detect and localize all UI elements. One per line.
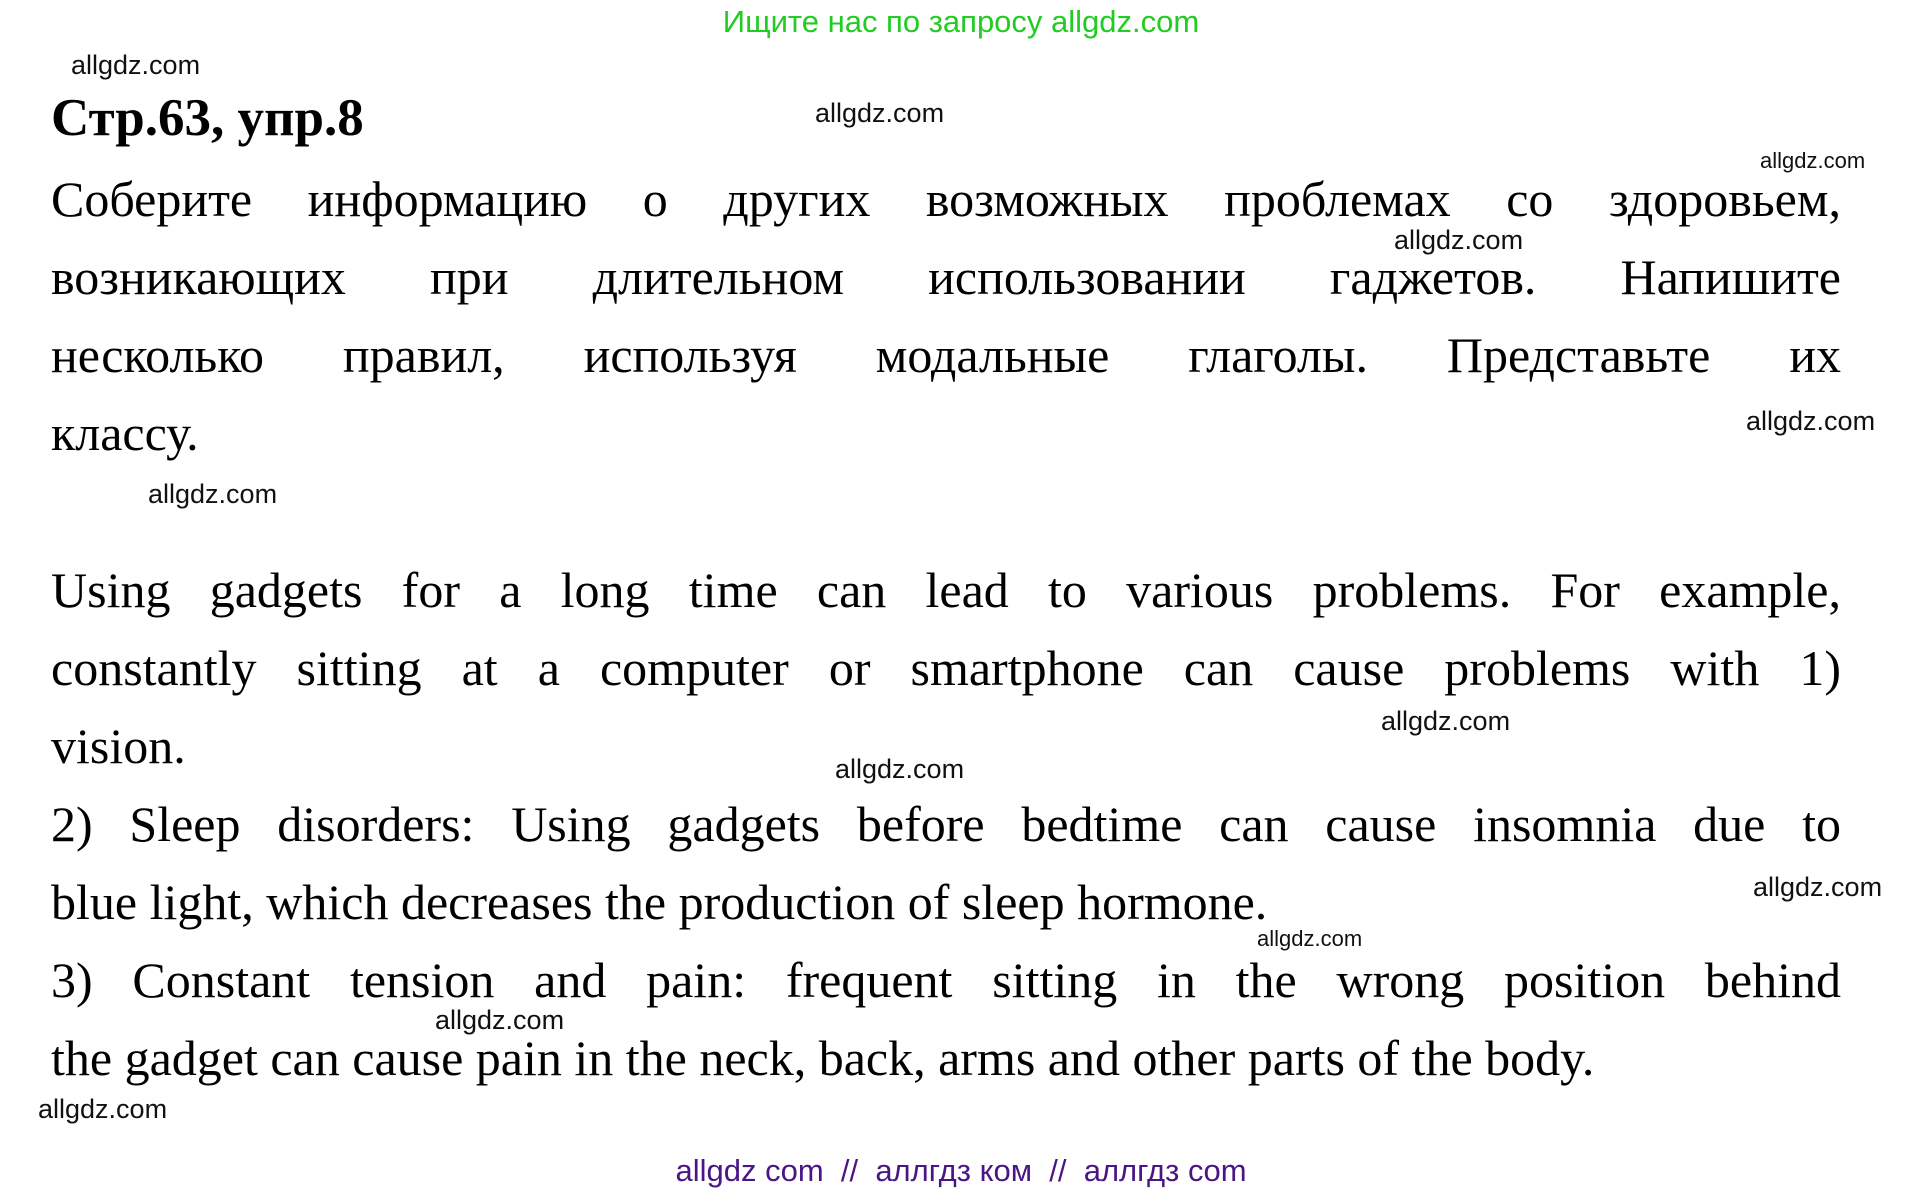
watermark: allgdz.com [1394,225,1524,255]
task-line: классу. [51,405,199,461]
bottom-banner: allgdz com // аллгдз ком // аллгдз com [675,1153,1247,1188]
answer-line: constantly sitting at a computer or smartphone can cause problems with 1) [51,640,1841,696]
watermark: allgdz.com [815,98,945,128]
watermark: allgdz.com [1760,148,1866,173]
answer-line: vision. [51,718,186,774]
answer-line: blue light, which decreases the production of sleep hormone. [51,874,1268,930]
task-line: Соберите информацию о других возможных проблемах со здоровьем, [51,171,1841,227]
watermark: allgdz.com [835,754,965,784]
watermark: allgdz.com [1753,872,1883,902]
watermark: allgdz.com [71,50,201,80]
watermark: allgdz.com [148,479,278,509]
watermark: allgdz.com [1257,926,1363,951]
watermark: allgdz.com [1381,706,1511,736]
answer-text [51,551,1841,1097]
task-line: возникающих при длительном использовании гаджетов. Напишите [51,249,1841,305]
task-line: несколько правил, используя модальные глаголы. Представьте их [51,327,1841,383]
watermark: allgdz.com [38,1094,168,1124]
watermark: allgdz.com [435,1005,565,1035]
watermark: allgdz.com [1746,406,1876,436]
top-banner: Ищите нас по запросу allgdz.com [722,4,1200,39]
exercise-title: Стр.63, упр.8 [51,89,364,147]
answer-line: 3) Constant tension and pain: frequent sitting in the wrong position behind [51,952,1841,1008]
task-text [51,160,1841,472]
answer-line: Using gadgets for a long time can lead to various problems. For example, [51,562,1841,618]
answer-line: the gadget can cause pain in the neck, back, arms and other parts of the body. [51,1030,1595,1086]
answer-line: 2) Sleep disorders: Using gadgets before bedtime can cause insomnia due to [51,796,1841,852]
